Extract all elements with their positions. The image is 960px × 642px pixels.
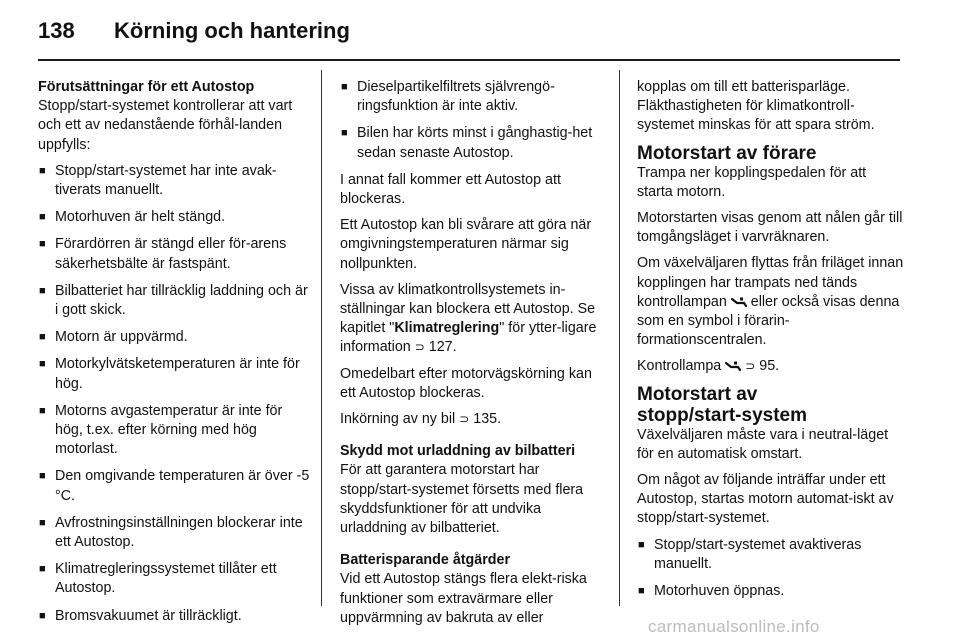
paragraph-text: eller också visas denna som en symbol i förarin-formationscentralen. <box>637 293 900 349</box>
list-item: ■ Förardörren är stängd eller för-arens säkerhetsbälte är fastspänt. <box>38 235 310 273</box>
column-divider-2 <box>619 70 620 606</box>
paragraph: Omedelbart efter motorvägskörning kan ett Autostop blockeras. <box>340 365 592 401</box>
subheading: Batterisparande åtgärder <box>340 552 511 569</box>
conditions-list <box>38 162 310 626</box>
list-item: ■ Dieselpartikelfiltrets självrengö-ringsfunktion är inte aktiv. <box>340 78 608 116</box>
paragraph <box>637 357 905 376</box>
clutch-pedal-lamp-icon <box>725 361 741 371</box>
paragraph-text: " för ytter-ligare information <box>340 320 597 356</box>
column-1 <box>38 78 310 634</box>
list-item: ■ Motorhuven är helt stängd. <box>38 208 310 227</box>
list-item: ■ Motorns avgastemperatur är inte för hög, t.ex. efter körning med hög motorlast. <box>38 402 310 460</box>
paragraph <box>340 410 608 429</box>
page-ref-arrow-icon: ⊃ <box>459 412 470 427</box>
paragraph: I annat fall kommer ett Autostop att blockeras. <box>340 171 561 208</box>
list-item: ■ Avfrostningsinställningen blockerar inte ett Autostop. <box>38 514 310 552</box>
intro-paragraph: Stopp/start-systemet kontrollerar att vart och ett av nedanstående förhål-landen uppfylls: <box>38 98 293 153</box>
section-heading <box>637 384 905 426</box>
paragraph: Vid ett Autostop stängs flera elekt-riska funktioner som extravärmare eller uppvärmning av bakruta av eller <box>340 571 587 626</box>
paragraph: För att garantera motorstart har stopp/start-systemet försetts med flera skyddsfunktioner för att undvika urladdning av bilbatteriet. <box>340 462 584 537</box>
conditions-list-continued <box>340 78 608 163</box>
heading-line: stopp/start-system <box>637 404 807 426</box>
column-2 <box>340 78 608 635</box>
page-title: Körning och hantering <box>114 18 350 43</box>
page-ref-arrow-icon: ⊃ <box>414 340 425 355</box>
list-item: ■ Bromsvakuumet är tillräckligt. <box>38 607 310 626</box>
page-number: 138 <box>38 18 75 43</box>
list-item: ■ Klimatregleringssystemet tillåter ett Autostop. <box>38 560 310 598</box>
paragraph: Växelväljaren måste vara i neutral-läget för en automatisk omstart. <box>637 426 889 462</box>
restart-conditions-list <box>637 536 905 602</box>
paragraph: kopplas om till ett batterisparläge. Fläkthastigheten för klimatkontroll-systemet minskas för att spara ström. <box>637 79 875 134</box>
list-item: ■ Motorhuven öppnas. <box>637 582 905 601</box>
paragraph-text: Inkörning av ny bil <box>340 411 460 428</box>
section-heading: Förutsättningar för ett Autostop <box>38 79 255 95</box>
list-item: ■ Bilbatteriet har tillräcklig laddning och är i gott skick. <box>38 282 310 320</box>
list-item: ■ Bilen har körts minst i gånghastig-het sedan senaste Autostop. <box>340 124 608 162</box>
heading-line: Motorstart av <box>637 383 758 405</box>
clutch-pedal-lamp-icon <box>731 297 747 307</box>
page-ref-arrow-icon: ⊃ <box>745 359 756 374</box>
page-reference[interactable]: 127. <box>428 339 457 356</box>
header-divider <box>38 59 900 61</box>
paragraph: Motorstarten visas genom att nålen går till tomgångsläget i varvräknaren. <box>637 210 903 246</box>
paragraph: Trampa ner kopplingspedalen för att starta motorn. <box>637 164 867 200</box>
page-reference[interactable]: 95. <box>759 358 780 375</box>
subheading: Skydd mot urladdning av bilbatteri <box>340 443 576 460</box>
watermark: carmanualsonline.info <box>648 617 820 636</box>
paragraph <box>340 281 608 358</box>
paragraph: Ett Autostop kan bli svårare att göra när omgivningstemperaturen närmar sig nollpunkten. <box>340 217 592 272</box>
list-item: ■ Den omgivande temperaturen är över -5 °C. <box>38 467 310 505</box>
list-item: ■ Motorkylvätsketemperaturen är inte för hög. <box>38 355 310 393</box>
paragraph-text: Om växelväljaren flyttas från friläget innan kopplingen har trampats ned tänds kontrollampan <box>637 255 904 310</box>
list-item: ■ Stopp/start-systemet avaktiveras manuellt. <box>637 536 905 574</box>
paragraph-text: Kontrollampa <box>637 358 726 375</box>
paragraph: Om något av följande inträffar under ett Autostop, startas motorn automat-iskt av stopp/start-systemet. <box>637 472 894 527</box>
paragraph <box>637 254 905 350</box>
column-divider-1 <box>321 70 322 606</box>
list-item: ■ Stopp/start-systemet har inte avak-tiverats manuellt. <box>38 162 310 200</box>
chapter-link[interactable]: Klimatreglering <box>394 320 500 337</box>
list-item: ■ Motorn är uppvärmd. <box>38 328 310 347</box>
column-3 <box>637 78 905 609</box>
paragraph-text: Vissa av klimatkontrollsystemets in-ställningar kan blockera ett Autostop. Se kapitlet " <box>340 281 596 337</box>
section-heading: Motorstart av förare <box>637 142 817 164</box>
page-reference[interactable]: 135. <box>473 411 502 428</box>
